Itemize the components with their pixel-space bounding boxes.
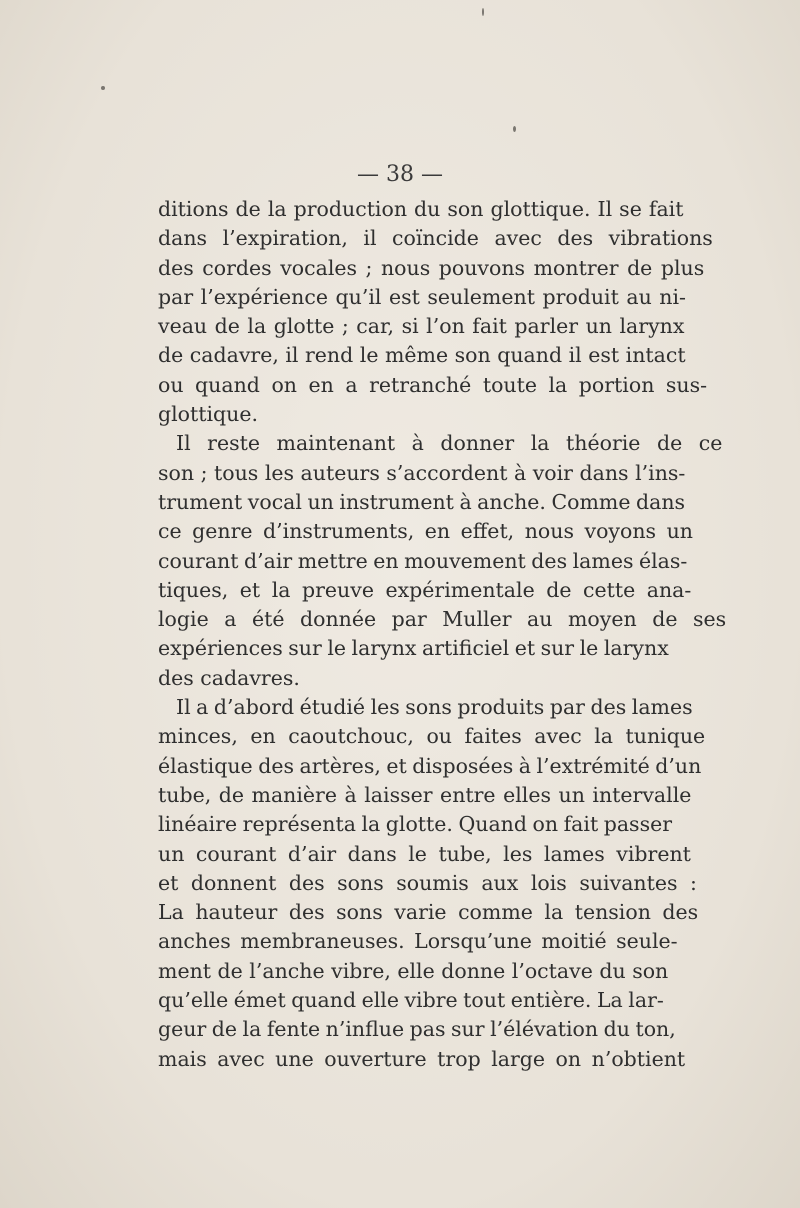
text-line: trument vocal un instrument à anche. Comme dans <box>158 489 686 514</box>
text-line: ditions de la production du son glottique. Il se fait <box>158 197 684 221</box>
text-line: ou quand on en a retranché toute la portion sus- <box>158 372 708 397</box>
text-line: et donnent des sons soumis aux lois suivantes : <box>158 870 697 895</box>
text-line: geur de la fente n’influe pas sur l’élévation du ton, <box>158 1017 676 1042</box>
text-line: des cadavres. <box>158 665 300 690</box>
text-line: Il reste maintenant à donner la théorie de ce <box>176 431 723 456</box>
text-line: glottique. <box>158 402 259 427</box>
text-line: tube, de manière à laisser entre elles un intervalle <box>158 782 692 807</box>
text-line: ce genre d’instruments, en effet, nous voyons un <box>158 519 693 544</box>
text-line: de cadavre, il rend le même son quand il est intact <box>158 343 686 368</box>
text-line: des cordes vocales ; nous pouvons montrer de plus <box>158 255 705 280</box>
page-number: — 38 — <box>357 162 443 187</box>
text-line: linéaire représenta la glotte. Quand on fait passer <box>158 812 673 837</box>
text-line: son ; tous les auteurs s’accordent à voir dans l’ins- <box>158 460 686 485</box>
text-line: ment de l’anche vibre, elle donne l’octave du son <box>158 958 669 983</box>
text-line: dans l’expiration, il coïncide avec des vibrations <box>158 226 713 251</box>
text-line: mais avec une ouverture trop large on n’obtient <box>158 1046 686 1071</box>
text-line: anches membraneuses. Lorsqu’une moitié seule- <box>158 929 678 954</box>
text-line: expériences sur le larynx artificiel et sur le larynx <box>158 636 669 661</box>
text-line: par l’expérience qu’il est seulement produit au ni- <box>158 284 686 309</box>
text-line: courant d’air mettre en mouvement des lames élas- <box>158 548 688 573</box>
text-line: veau de la glotte ; car, si l’on fait parler un larynx <box>158 314 685 339</box>
body-text <box>158 195 727 1074</box>
text-line: minces, en caoutchouc, ou faites avec la tunique <box>158 724 706 749</box>
paper-speck <box>513 126 516 132</box>
text-line: La hauteur des sons varie comme la tension des <box>158 900 699 925</box>
text-line: qu’elle émet quand elle vibre tout entière. La lar- <box>158 988 664 1013</box>
text-line: élastique des artères, et disposées à l’extrémité d’un <box>158 753 702 778</box>
paper-speck <box>101 86 105 90</box>
text-line: Il a d’abord étudié les sons produits par des lames <box>176 695 693 720</box>
text-line: tiques, et la preuve expérimentale de cette ana- <box>158 577 692 602</box>
text-line: un courant d’air dans le tube, les lames vibrent <box>158 841 691 866</box>
text-line: logie a été donnée par Muller au moyen de ses <box>158 607 727 632</box>
paper-speck <box>482 8 484 16</box>
